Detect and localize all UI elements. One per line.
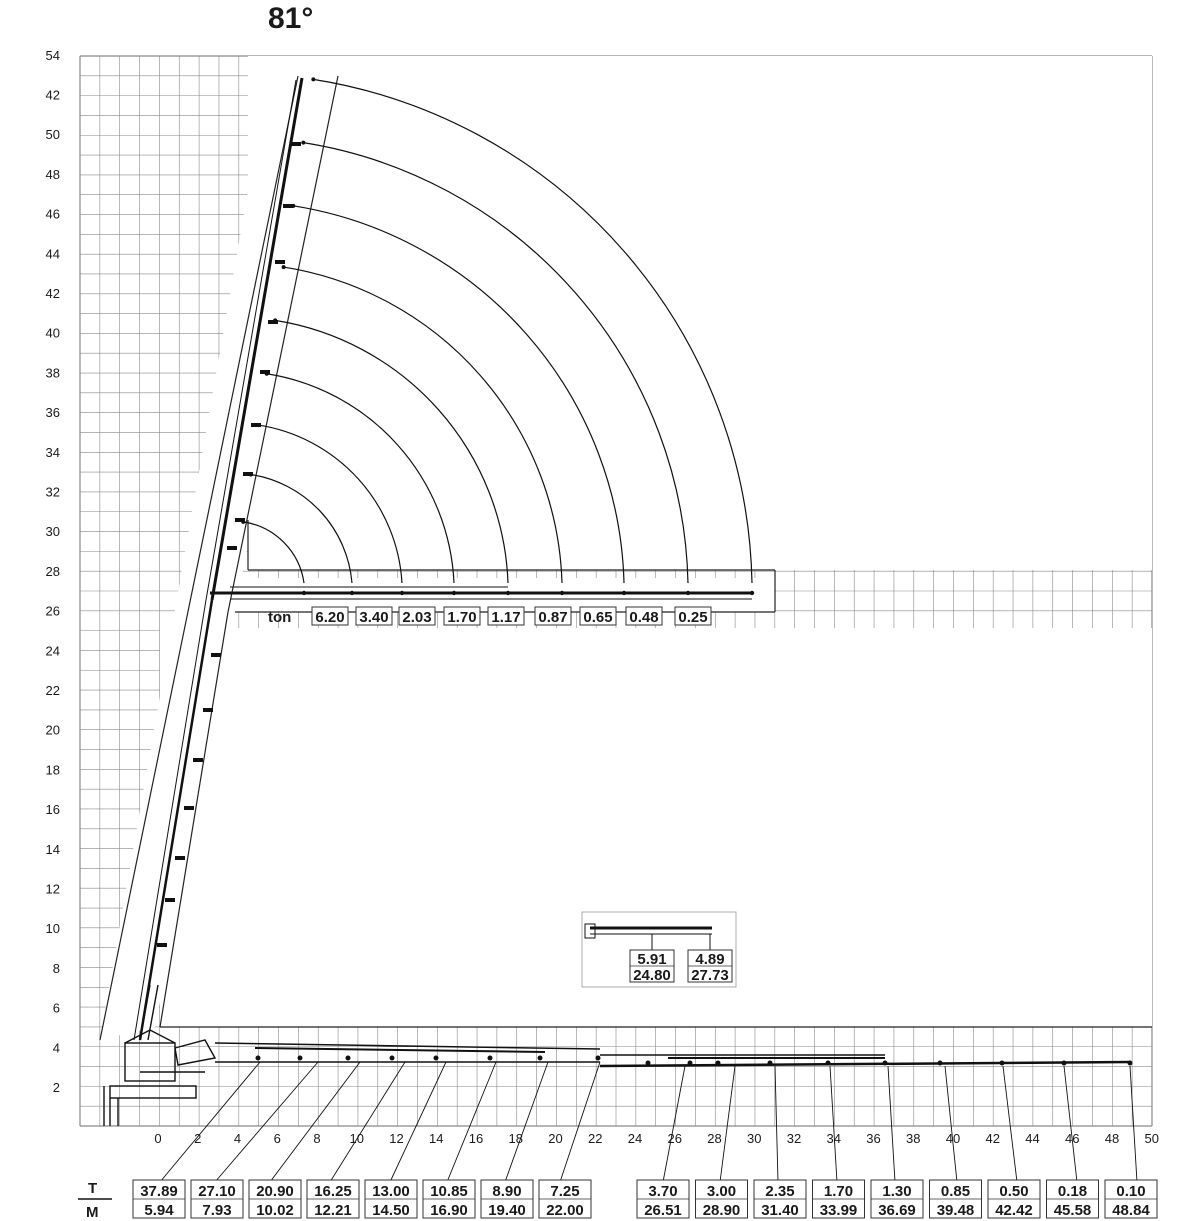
radius-leader-lines <box>160 1062 1137 1182</box>
m-row-label: M <box>86 1204 99 1221</box>
lower-boom-joint <box>390 1056 395 1061</box>
lower-boom-joint <box>1062 1061 1067 1066</box>
table-t-value: 16.25 <box>314 1183 352 1200</box>
leader-line <box>1064 1066 1080 1182</box>
lower-boom-joint <box>346 1056 351 1061</box>
lower-boom-joint <box>646 1061 651 1066</box>
leader-line <box>560 1062 603 1182</box>
upper-load-value: 1.17 <box>491 609 521 626</box>
table-t-value: 3.70 <box>648 1183 678 1200</box>
y-tick-label: 18 <box>45 762 60 778</box>
arc-top-marker <box>301 141 305 145</box>
table-t-value: 0.18 <box>1057 1183 1088 1200</box>
table-t-value: 0.10 <box>1116 1183 1146 1200</box>
leader-line <box>215 1062 321 1182</box>
boom-joint <box>275 260 285 264</box>
arc-top-marker <box>241 520 245 524</box>
arc-top-marker <box>273 318 277 322</box>
table-t-value: 7.25 <box>550 1183 580 1200</box>
table-m-value: 42.42 <box>995 1202 1033 1219</box>
lower-boom-joint <box>688 1061 693 1066</box>
boom-joint <box>175 856 185 860</box>
upper-load-value: 2.03 <box>402 609 432 626</box>
table-m-value: 5.94 <box>144 1202 174 1219</box>
x-tick-label: 20 <box>548 1131 563 1146</box>
jib-inset-m-value: 27.73 <box>691 967 729 984</box>
x-tick-label: 38 <box>906 1131 921 1146</box>
table-m-value: 12.21 <box>314 1202 352 1219</box>
lower-boom-joint <box>1128 1061 1133 1066</box>
upper-load-value: 1.70 <box>447 609 477 626</box>
boom-joint <box>184 806 194 810</box>
boom-joint <box>193 758 203 762</box>
y-tick-label: 24 <box>45 643 60 659</box>
y-tick-label: 16 <box>45 802 60 818</box>
x-tick-label: 18 <box>508 1131 523 1146</box>
table-t-value: 10.85 <box>430 1183 468 1200</box>
x-tick-label: 42 <box>985 1131 1000 1146</box>
table-m-value: 39.48 <box>936 1202 975 1219</box>
ton-label: ton <box>268 609 292 626</box>
x-tick-label: 44 <box>1025 1131 1040 1146</box>
x-tick-label: 24 <box>627 1131 643 1146</box>
table-m-value: 28.90 <box>702 1202 741 1219</box>
x-tick-label: 2 <box>194 1131 202 1146</box>
boom-joint <box>157 943 167 947</box>
arc-end-marker <box>750 591 754 595</box>
y-tick-label: 54 <box>45 47 60 63</box>
boom-joint <box>211 653 221 657</box>
lower-boom-joint <box>938 1061 943 1066</box>
arc-end-marker <box>350 591 354 595</box>
table-m-value: 7.93 <box>202 1202 232 1219</box>
y-tick-label: 36 <box>45 405 60 421</box>
arc-end-marker <box>400 591 404 595</box>
table-m-value: 33.99 <box>819 1202 858 1219</box>
y-tick-label: 40 <box>45 325 60 341</box>
table-m-value: 36.69 <box>878 1202 916 1219</box>
arc-top-marker <box>257 423 261 427</box>
bottom-table <box>78 1180 1157 1221</box>
x-tick-label: 28 <box>707 1131 722 1146</box>
table-t-value: 2.35 <box>765 1183 795 1200</box>
jib-inset-m-value: 24.80 <box>633 967 671 984</box>
lower-boom-joint <box>596 1056 601 1061</box>
arc-end-marker <box>302 591 306 595</box>
x-tick-label: 48 <box>1104 1131 1120 1146</box>
x-tick-label: 30 <box>747 1131 762 1146</box>
table-m-value: 26.51 <box>644 1202 682 1219</box>
table-m-value: 45.58 <box>1053 1202 1092 1219</box>
x-tick-label: 16 <box>468 1131 484 1146</box>
y-tick-label: 26 <box>45 603 60 619</box>
y-tick-label: 8 <box>52 960 60 976</box>
y-tick-label: 50 <box>45 127 60 143</box>
table-m-value: 31.40 <box>761 1202 799 1219</box>
x-tick-label: 0 <box>154 1131 162 1146</box>
leader-line <box>830 1066 837 1182</box>
table-group-1 <box>133 1180 591 1219</box>
boom-joint <box>291 142 301 146</box>
arc-top-marker <box>311 77 315 81</box>
arc-end-marker <box>622 591 626 595</box>
y-tick-label: 38 <box>45 365 60 381</box>
leader-line <box>1130 1066 1137 1182</box>
x-tick-label: 40 <box>945 1131 961 1146</box>
jib-inset-t-value: 4.89 <box>695 951 725 968</box>
upper-load-boxes <box>312 607 711 626</box>
table-m-value: 48.84 <box>1112 1202 1150 1219</box>
y-tick-label: 48 <box>45 166 60 182</box>
x-tick-label: 6 <box>273 1131 281 1146</box>
y-tick-label: 44 <box>45 246 60 262</box>
boom-joint <box>227 546 237 550</box>
y-tick-label: 42 <box>45 286 60 301</box>
x-tick-label: 32 <box>786 1131 802 1146</box>
lower-boom-joint <box>488 1056 493 1061</box>
table-t-value: 0.85 <box>940 1183 971 1200</box>
y-tick-label: 30 <box>45 524 60 540</box>
lower-boom-joint <box>538 1056 543 1061</box>
y-tick-label: 20 <box>45 722 60 738</box>
y-tick-label: 14 <box>45 841 60 857</box>
arc-end-marker <box>560 591 564 595</box>
lower-boom-joint <box>434 1056 439 1061</box>
table-m-value: 19.40 <box>488 1202 526 1219</box>
table-t-value: 37.89 <box>140 1183 178 1200</box>
arc-end-marker <box>452 591 456 595</box>
leader-line <box>945 1066 957 1182</box>
y-tick-label: 12 <box>45 881 60 897</box>
table-m-value: 22.00 <box>546 1202 584 1219</box>
leader-line <box>447 1062 496 1182</box>
upper-blank-area <box>248 56 1152 570</box>
arc-top-marker <box>291 204 295 208</box>
y-tick-label: 4 <box>52 1040 60 1056</box>
leader-line <box>720 1066 735 1182</box>
leader-line <box>505 1062 548 1182</box>
y-tick-label: 28 <box>45 563 60 579</box>
table-group-2 <box>637 1180 1157 1219</box>
lower-boom-joint <box>298 1056 303 1061</box>
x-tick-label: 50 <box>1144 1131 1159 1146</box>
x-tick-label: 10 <box>349 1131 364 1146</box>
x-tick-label: 14 <box>429 1131 444 1146</box>
y-tick-label: 10 <box>45 921 60 937</box>
upper-load-value: 6.20 <box>315 609 345 626</box>
y-tick-label: 34 <box>45 444 60 460</box>
table-t-value: 3.00 <box>706 1183 737 1200</box>
leader-line <box>270 1062 360 1182</box>
table-t-value: 8.90 <box>492 1183 522 1200</box>
upper-load-value: 0.48 <box>629 609 659 626</box>
arc-top-marker <box>265 372 269 376</box>
leader-line <box>663 1066 685 1182</box>
table-t-value: 13.00 <box>372 1183 410 1200</box>
y-tick-label: 42 <box>45 87 60 103</box>
table-m-value: 16.90 <box>430 1202 468 1219</box>
boom-joint <box>203 708 213 712</box>
arc-top-marker <box>282 265 286 269</box>
x-tick-label: 34 <box>826 1131 841 1146</box>
x-tick-label: 26 <box>667 1131 682 1146</box>
upper-load-value: 0.25 <box>678 609 708 626</box>
leader-line <box>330 1062 405 1182</box>
upper-load-value: 0.65 <box>583 609 613 626</box>
table-t-value: 27.10 <box>198 1183 236 1200</box>
x-tick-label: 46 <box>1065 1131 1080 1146</box>
lower-boom-joint <box>256 1056 261 1061</box>
y-tick-label: 6 <box>52 1000 60 1016</box>
y-tick-label: 32 <box>45 484 60 500</box>
x-tick-label: 12 <box>389 1131 404 1146</box>
boom-joint <box>165 898 175 902</box>
table-t-value: 1.30 <box>882 1183 912 1200</box>
arc-top-marker <box>249 472 253 476</box>
arc-end-marker <box>506 591 510 595</box>
leader-line <box>775 1066 778 1182</box>
lower-boom-joint <box>716 1061 721 1066</box>
table-t-value: 20.90 <box>256 1183 294 1200</box>
jib-inset-t-value: 5.91 <box>637 951 667 968</box>
angle-title: 81° <box>268 2 314 35</box>
x-tick-label: 22 <box>588 1131 603 1146</box>
arc-end-marker <box>686 591 690 595</box>
y-tick-label: 22 <box>45 683 60 698</box>
lower-boom-joint <box>826 1061 831 1066</box>
table-t-value: 0.50 <box>999 1183 1029 1200</box>
x-tick-label: 4 <box>233 1131 242 1146</box>
y-tick-label: 46 <box>45 206 60 222</box>
leader-line <box>1003 1066 1017 1182</box>
x-tick-label: 8 <box>313 1131 321 1146</box>
jib-inset <box>582 912 736 987</box>
upper-load-value: 0.87 <box>538 609 568 626</box>
table-m-value: 10.02 <box>256 1202 294 1219</box>
y-tick-label: 2 <box>52 1080 60 1095</box>
lower-boom-joint <box>1000 1061 1005 1066</box>
table-m-value: 14.50 <box>372 1202 410 1219</box>
lower-boom-joint <box>768 1061 773 1066</box>
t-row-label: T <box>88 1180 98 1197</box>
table-t-value: 1.70 <box>823 1183 854 1200</box>
upper-load-value: 3.40 <box>359 609 389 626</box>
x-tick-label: 36 <box>866 1131 881 1146</box>
lower-boom-joint <box>883 1061 888 1066</box>
